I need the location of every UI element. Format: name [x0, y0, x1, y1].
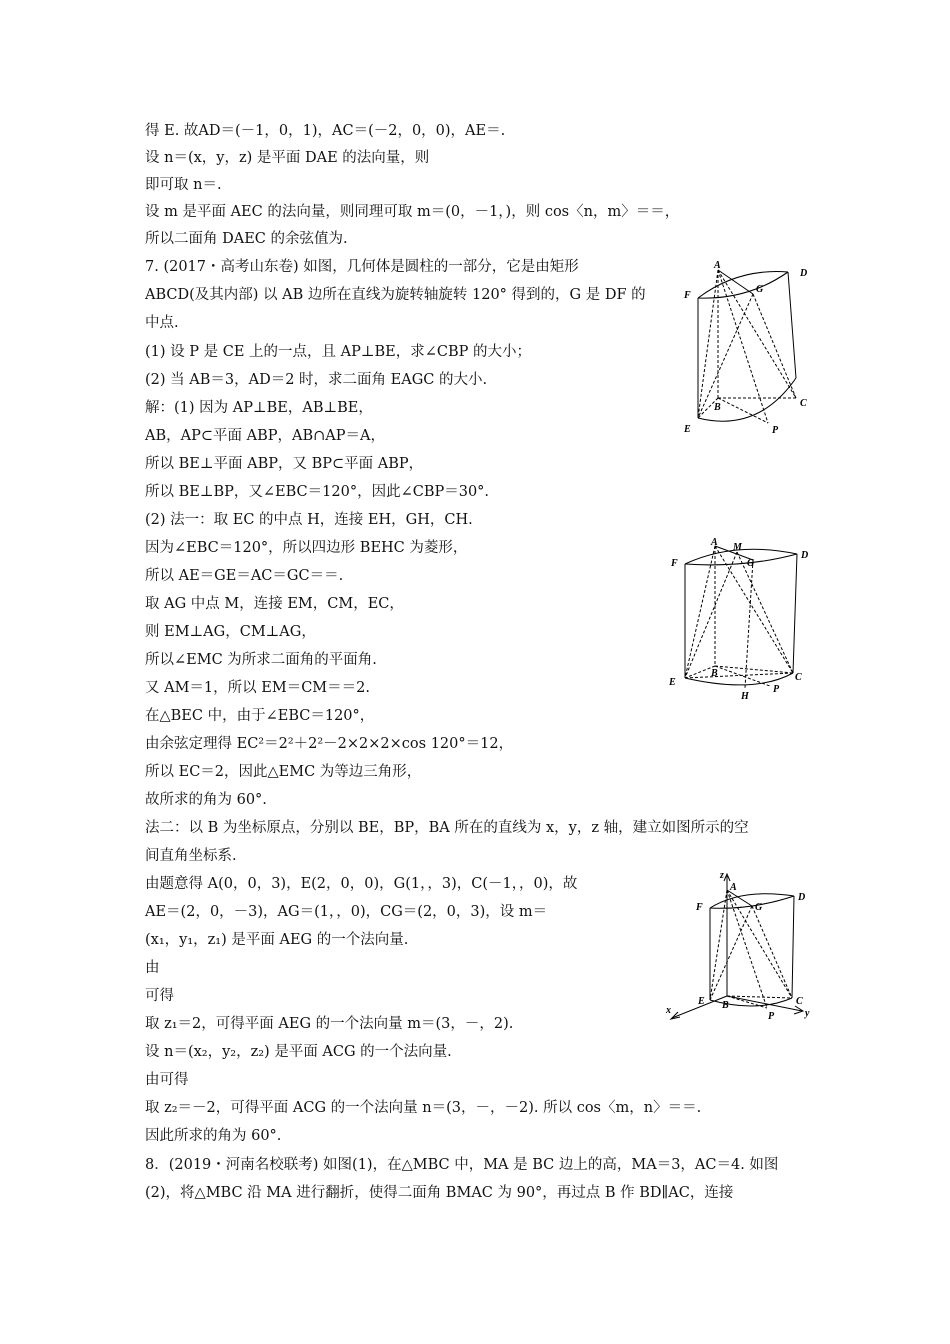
line-12: AB，AP⊂平面 ABP，AB∩AP＝A，: [145, 428, 385, 444]
label-M: M: [733, 542, 742, 553]
label-P: P: [773, 684, 780, 695]
line-31: 由: [145, 960, 160, 976]
label-E: E: [669, 677, 676, 688]
line-07: ABCD(及其内部) 以 AB 边所在直线为旋转轴旋转 120° 得到的，G 是 DF 的: [145, 287, 646, 303]
line-24: 所以 EC＝2，因此△EMC 为等边三角形，: [145, 764, 422, 780]
line-25: 故所求的角为 60°.: [145, 792, 267, 808]
line-08: 中点.: [145, 315, 179, 331]
line-28: 由题意得 A(0，0，3)，E(2，0，0)，G(1，，3)，C(－1，，0)，故: [145, 876, 578, 892]
label-D: D: [800, 268, 808, 279]
line-02: 设 n＝(x，y，z) 是平面 DAE 的法向量，则: [145, 150, 430, 166]
line-34: 设 n＝(x₂，y₂，z₂) 是平面 ACG 的一个法向量.: [145, 1044, 452, 1060]
label-C: C: [800, 398, 807, 409]
line-36: 取 z₂＝－2，可得平面 ACG 的一个法向量 n＝(3，－，－2). 所以 cos〈m，n〉＝＝.: [145, 1100, 702, 1116]
line-20: 所以∠EMC 为所求二面角的平面角.: [145, 652, 377, 668]
line-35: 由可得: [145, 1072, 189, 1088]
label-P: P: [768, 1011, 775, 1022]
line-01: 得 E. 故AD＝(－1，0，1)，AC＝(－2，0，0)，AE＝.: [145, 123, 506, 139]
label-F: F: [671, 558, 678, 569]
label-G: G: [747, 558, 755, 569]
label-E: E: [684, 424, 691, 435]
line-39: (2)，将△MBC 沿 MA 进行翻折，使得二面角 BMAC 为 90°，再过点 B 作 BD∥AC，连接: [145, 1185, 734, 1201]
label-B: B: [711, 668, 718, 679]
label-x: x: [666, 1005, 671, 1016]
figure-cylinder-2: [665, 536, 815, 701]
label-E: E: [698, 996, 705, 1007]
label-F: F: [684, 290, 691, 301]
label-z: z: [720, 870, 724, 881]
label-H: H: [741, 691, 749, 701]
line-26: 法二：以 B 为坐标原点，分别以 BE，BP，BA 所在的直线为 x，y，z 轴，建立如图所示的空: [145, 820, 749, 836]
label-B: B: [722, 1000, 729, 1011]
line-32: 可得: [145, 988, 174, 1004]
label-A: A: [730, 882, 737, 893]
line-17: 所以 AE＝GE＝AC＝GC＝＝.: [145, 568, 344, 584]
line-22: 在△BEC 中，由于∠EBC＝120°，: [145, 708, 375, 724]
line-21: 又 AM＝1，所以 EM＝CM＝＝2.: [145, 680, 370, 696]
label-G: G: [755, 902, 763, 913]
label-D: D: [801, 550, 809, 561]
label-F: F: [696, 902, 703, 913]
line-18: 取 AG 中点 M，连接 EM，CM，EC，: [145, 596, 404, 612]
line-06: 7. (2017・高考山东卷) 如图，几何体是圆柱的一部分，它是由矩形: [145, 259, 579, 275]
figure-cylinder-1: [678, 258, 818, 438]
line-37: 因此所求的角为 60°.: [145, 1128, 282, 1144]
label-G: G: [756, 284, 764, 295]
line-13: 所以 BE⊥平面 ABP，又 BP⊂平面 ABP，: [145, 456, 424, 472]
line-10: (2) 当 AB＝3，AD＝2 时，求二面角 EAGC 的大小.: [145, 372, 488, 388]
label-y: y: [805, 1008, 810, 1019]
label-C: C: [796, 996, 803, 1007]
label-P: P: [772, 425, 779, 436]
line-14: 所以 BE⊥BP，又∠EBC＝120°，因此∠CBP＝30°.: [145, 484, 490, 500]
label-A: A: [714, 260, 721, 271]
figure-cylinder-3-coordinates: [662, 868, 817, 1026]
line-16: 因为∠EBC＝120°，所以四边形 BEHC 为菱形，: [145, 540, 468, 556]
line-11: 解：(1) 因为 AP⊥BE，AB⊥BE，: [145, 400, 373, 416]
line-03: 即可取 n＝.: [145, 177, 222, 193]
line-04: 设 m 是平面 AEC 的法向量，则同理可取 m＝(0，－1，)，则 cos〈n，m〉＝＝，: [145, 204, 680, 220]
line-29: AE＝(2，0，－3)，AG＝(1，，0)，CG＝(2，0，3)，设 m＝: [145, 904, 548, 920]
line-15: (2) 法一：取 EC 的中点 H，连接 EH，GH，CH.: [145, 512, 473, 528]
line-33: 取 z₁＝2，可得平面 AEG 的一个法向量 m＝(3，－，2).: [145, 1016, 514, 1032]
label-A: A: [711, 537, 718, 548]
label-D: D: [798, 892, 806, 903]
line-27: 间直角坐标系.: [145, 848, 237, 864]
line-19: 则 EM⊥AG，CM⊥AG，: [145, 624, 316, 640]
line-23: 由余弦定理得 EC²＝2²＋2²－2×2×2×cos 120°＝12，: [145, 736, 514, 752]
label-C: C: [795, 672, 802, 683]
line-05: 所以二面角 DAEC 的余弦值为.: [145, 231, 348, 247]
line-30: (x₁，y₁，z₁) 是平面 AEG 的一个法向量.: [145, 932, 409, 948]
line-38: 8．(2019・河南名校联考) 如图(1)，在△MBC 中，MA 是 BC 边上的高，MA＝3，AC＝4. 如图: [145, 1157, 779, 1173]
line-09: (1) 设 P 是 CE 上的一点，且 AP⊥BE，求∠CBP 的大小；: [145, 344, 531, 360]
label-B: B: [714, 402, 721, 413]
